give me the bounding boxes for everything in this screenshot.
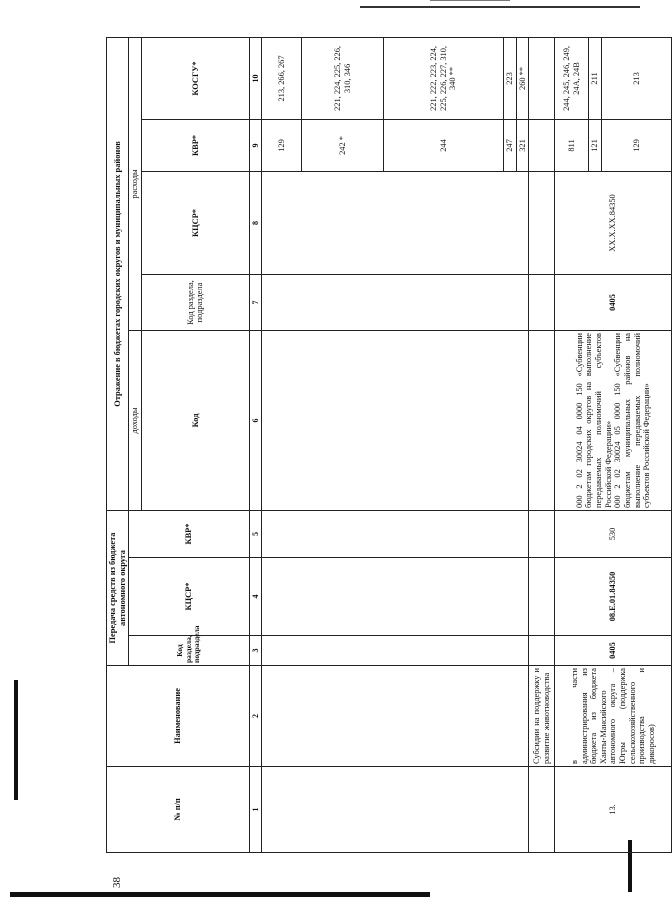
subsidy-num-cell (529, 767, 555, 853)
row13-kvr: 530 (555, 510, 672, 557)
expense-header: расходы (129, 37, 142, 330)
subsidy-empty-7 (529, 274, 555, 330)
kvr-244-cell: 244 (384, 119, 504, 171)
kosgu-129-cell: 213, 266, 267 (262, 37, 302, 119)
scan-artifact-bottom (10, 892, 430, 897)
cont-code-cell (262, 330, 529, 510)
cont-num-cell (262, 767, 529, 853)
colnum-4: 4 (249, 558, 261, 636)
scan-artifact-top-thin (430, 0, 510, 1)
col-kcsr-header: КЦСР* (129, 558, 250, 636)
table-row (262, 37, 302, 852)
subsidy-empty-4 (529, 558, 555, 636)
subsidy-empty-6 (529, 330, 555, 510)
cont-kcsr2-cell (262, 171, 529, 274)
col-code-header: Код (141, 330, 249, 510)
row13-kcsr: 08.Е.01.84350 (555, 558, 672, 636)
colnum-3: 3 (249, 636, 261, 666)
row13-kosgu-811: 244, 245, 246, 249, 24А, 24В (555, 37, 589, 119)
transfer-group-header: Передача средств из бюджета автономного округа (107, 510, 129, 665)
row13-kosgu-129: 213 (602, 37, 672, 119)
income-header: доходы (129, 330, 142, 510)
page-number: 38 (111, 877, 123, 888)
kvr-321-cell: 321 (516, 119, 529, 171)
row13-code (555, 330, 672, 510)
colnum-8: 8 (249, 171, 261, 274)
kosgu-242-cell: 221, 224, 225, 226, 310, 346 (302, 37, 384, 119)
cont-section-cell (262, 636, 529, 666)
row13-kosgu-121: 211 (589, 37, 602, 119)
row13-name: в части администрирования из бюджета из бюджета Ханты-Мансийского автономного округа – Югры (поддержка сельскохозяйственного производства и дикоросов) (555, 666, 672, 767)
subsidy-empty-3 (529, 636, 555, 666)
kosgu-247-cell: 223 (504, 37, 517, 119)
col-kcsr2-header: КЦСР* (141, 171, 249, 274)
subsidy-name-cell: Субсидии на поддержку и развитие животноводства (529, 666, 555, 767)
colnum-6: 6 (249, 330, 261, 510)
cont-kcsr-cell (262, 558, 529, 636)
header-row-1 (107, 37, 129, 852)
kvr-242-cell: 242 * (302, 119, 384, 171)
colnum-2: 2 (249, 666, 261, 767)
reflection-group-header: Отражение в бюджетах городских округов и муниципальных районов (107, 37, 129, 510)
col-kvr-header: КВР* (129, 510, 250, 557)
scan-artifact-top (360, 6, 640, 8)
row13-code-b: 000 2 02 30024 05 0000 150 «Субвенции бюджетам муниципальных районов на выполнение передаваемых полномочий субъектов Российской Федерации» (613, 332, 652, 508)
cont-kvr-cell (262, 510, 529, 557)
colnum-9: 9 (249, 119, 261, 171)
scan-artifact-left (14, 680, 18, 800)
colnum-7: 7 (249, 274, 261, 330)
budget-table (106, 37, 672, 853)
colnum-10: 10 (249, 37, 261, 119)
subsidy-empty-9 (529, 119, 555, 171)
cont-name-cell (262, 666, 529, 767)
col-name-header: Наименование (107, 666, 250, 767)
table-row-13 (555, 37, 589, 852)
kosgu-244-cell: 221, 222, 223, 224, 225, 226, 227, 310, 340 ** (384, 37, 504, 119)
table-row (529, 37, 555, 852)
rotated-document (106, 38, 657, 853)
subsidy-empty-8 (529, 171, 555, 274)
row13-num: 13. (555, 767, 672, 853)
row13-code-a: 000 2 02 30024 04 0000 150 «Субвенции бюджетам городских округов на выполнение передаваемых полномочий субъектов Российской Федерации» (574, 332, 613, 508)
subsidy-empty-5 (529, 510, 555, 557)
row13-section-code2: 0405 (555, 274, 672, 330)
cont-section2-cell (262, 274, 529, 330)
kvr-129-cell: 129 (262, 119, 302, 171)
subsidy-empty-10 (529, 37, 555, 119)
row13-kvr-129: 129 (602, 119, 672, 171)
col-kosgu-header: КОСГУ* (141, 37, 249, 119)
colnum-5: 5 (249, 510, 261, 557)
row13-kvr-811: 811 (555, 119, 589, 171)
row13-kvr-121: 121 (589, 119, 602, 171)
col-section-code-header: Код раздела, подраздела (129, 636, 250, 666)
col-num-header: № п/п (107, 767, 250, 853)
kvr-247-cell: 247 (504, 119, 517, 171)
row13-kcsr2: XX.X.XX.84350 (555, 171, 672, 274)
col-kvr2-header: КВР* (141, 119, 249, 171)
column-number-row (249, 37, 261, 852)
col-section-code2-header: Код раздела, подраздела (141, 274, 249, 330)
colnum-1: 1 (249, 767, 261, 853)
kosgu-321-cell: 260 ** (516, 37, 529, 119)
row13-section-code: 0405 (555, 636, 672, 666)
